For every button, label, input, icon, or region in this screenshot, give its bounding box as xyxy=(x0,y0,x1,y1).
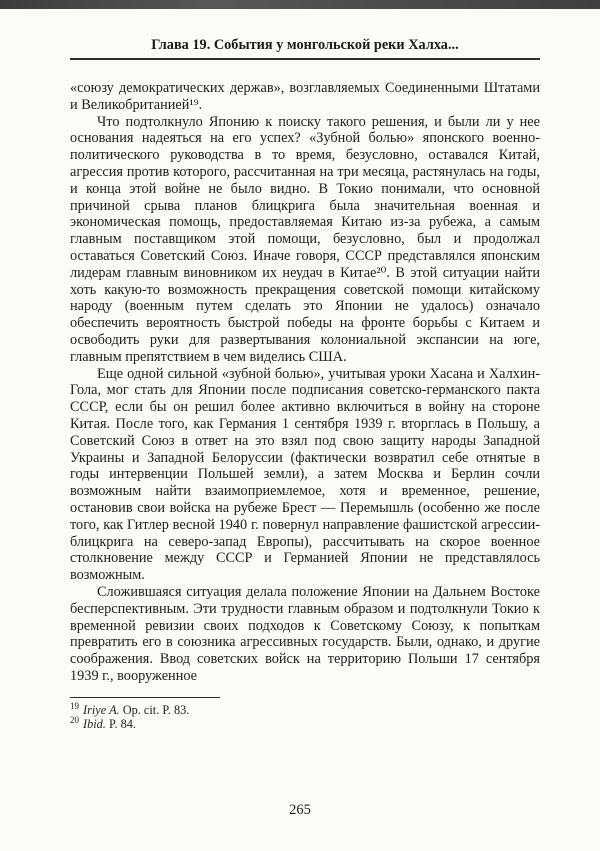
paragraph: «союзу демократических держав», возглавляемых Соединенными Штатами и Великобританией¹⁹. xyxy=(70,80,540,113)
body-text xyxy=(70,80,540,685)
footnote-text: P. 84. xyxy=(108,717,136,732)
footnote-separator xyxy=(70,697,220,698)
footnote-marker: 19 xyxy=(70,700,79,711)
paragraph: Сложившаяся ситуация делала положение Японии на Дальнем Востоке бесперспективным. Эти трудности главным образом и подтолкнули Токио к временной ревизии своих подходов к Советскому Союзу, к попыткам превратить его в союзника агрессивных государств. Были, однако, и другие соображения. Ввод советских войск на территорию Польши 17 сентября 1939 г., вооруженное xyxy=(70,583,540,684)
footnote-text: Op. cit. P. 83. xyxy=(122,702,190,717)
footnote-author: Iriye A. xyxy=(83,702,120,717)
footnote xyxy=(70,700,540,718)
footnote-author: Ibid. xyxy=(83,717,106,732)
page-number: 265 xyxy=(289,802,311,818)
page-content xyxy=(0,9,600,851)
footnote xyxy=(70,717,540,732)
running-head: Глава 19. События у монгольской реки Халха... xyxy=(151,37,459,53)
scan-top-edge xyxy=(0,0,600,9)
paragraph: Еще одной сильной «зубной болью», учитывая уроки Хасана и Халхин-Гола, мог стать для Японии после подписания советско-германского пакта СССР, если бы он решил более активно включиться в войну на стороне Китая. После того, как Германия 1 сентября 1939 г. вторглась в Польшу, а Советский Союз в ответ на это взял под свою защиту народы Западной Украины и Западной Белоруссии (фактически возвратил себе отнятые в годы интервенции Польшей земли), а затем Москва и Берлин сочли возможным найти взаимоприемлемое, хотя и временное, решение, остановив свои войска на рубеже Брест — Перемышль (особенно же после того, как Гитлер весной 1940 г. повернул направление фашистской агрессии-блицкрига на северо-запад Европы), рассчитывать на скорое военное столкновение между СССР и Германией Японии не представлялось возможным. xyxy=(70,365,540,584)
footnote-marker: 20 xyxy=(70,715,79,726)
paragraph: Что подтолкнуло Японию к поиску такого решения, и были ли у нее основания надеяться на его успех? «Зубной болью» японского военно-политического руководства в то время, безусловно, оставался Китай, агрессия против которого, рассчитанная на три месяца, растянулась на годы, и конца этой войне не было видно. В Токио понимали, что основной причиной срыва планов блицкрига была значительная военная и экономическая помощь, предоставляемая Китаю из-за рубежа, а самым главным поставщиком этой помощи, безусловно, был и продолжал оставаться Советский Союз. Иначе говоря, СССР представлялся японским лидерам главным виновником их неудач в Китае²⁰. В этой ситуации найти хоть какую-то возможность прекращения советской помощи китайскому народу (военным путем сделать это Японии не удалось) означало обеспечить вероятность быстрой победы на фронте борьбы с Китаем и освободить руки для развертывания колониальной экспансии на юге, главным препятствием в чем виделись США. xyxy=(70,113,540,365)
running-head-block xyxy=(70,37,540,60)
